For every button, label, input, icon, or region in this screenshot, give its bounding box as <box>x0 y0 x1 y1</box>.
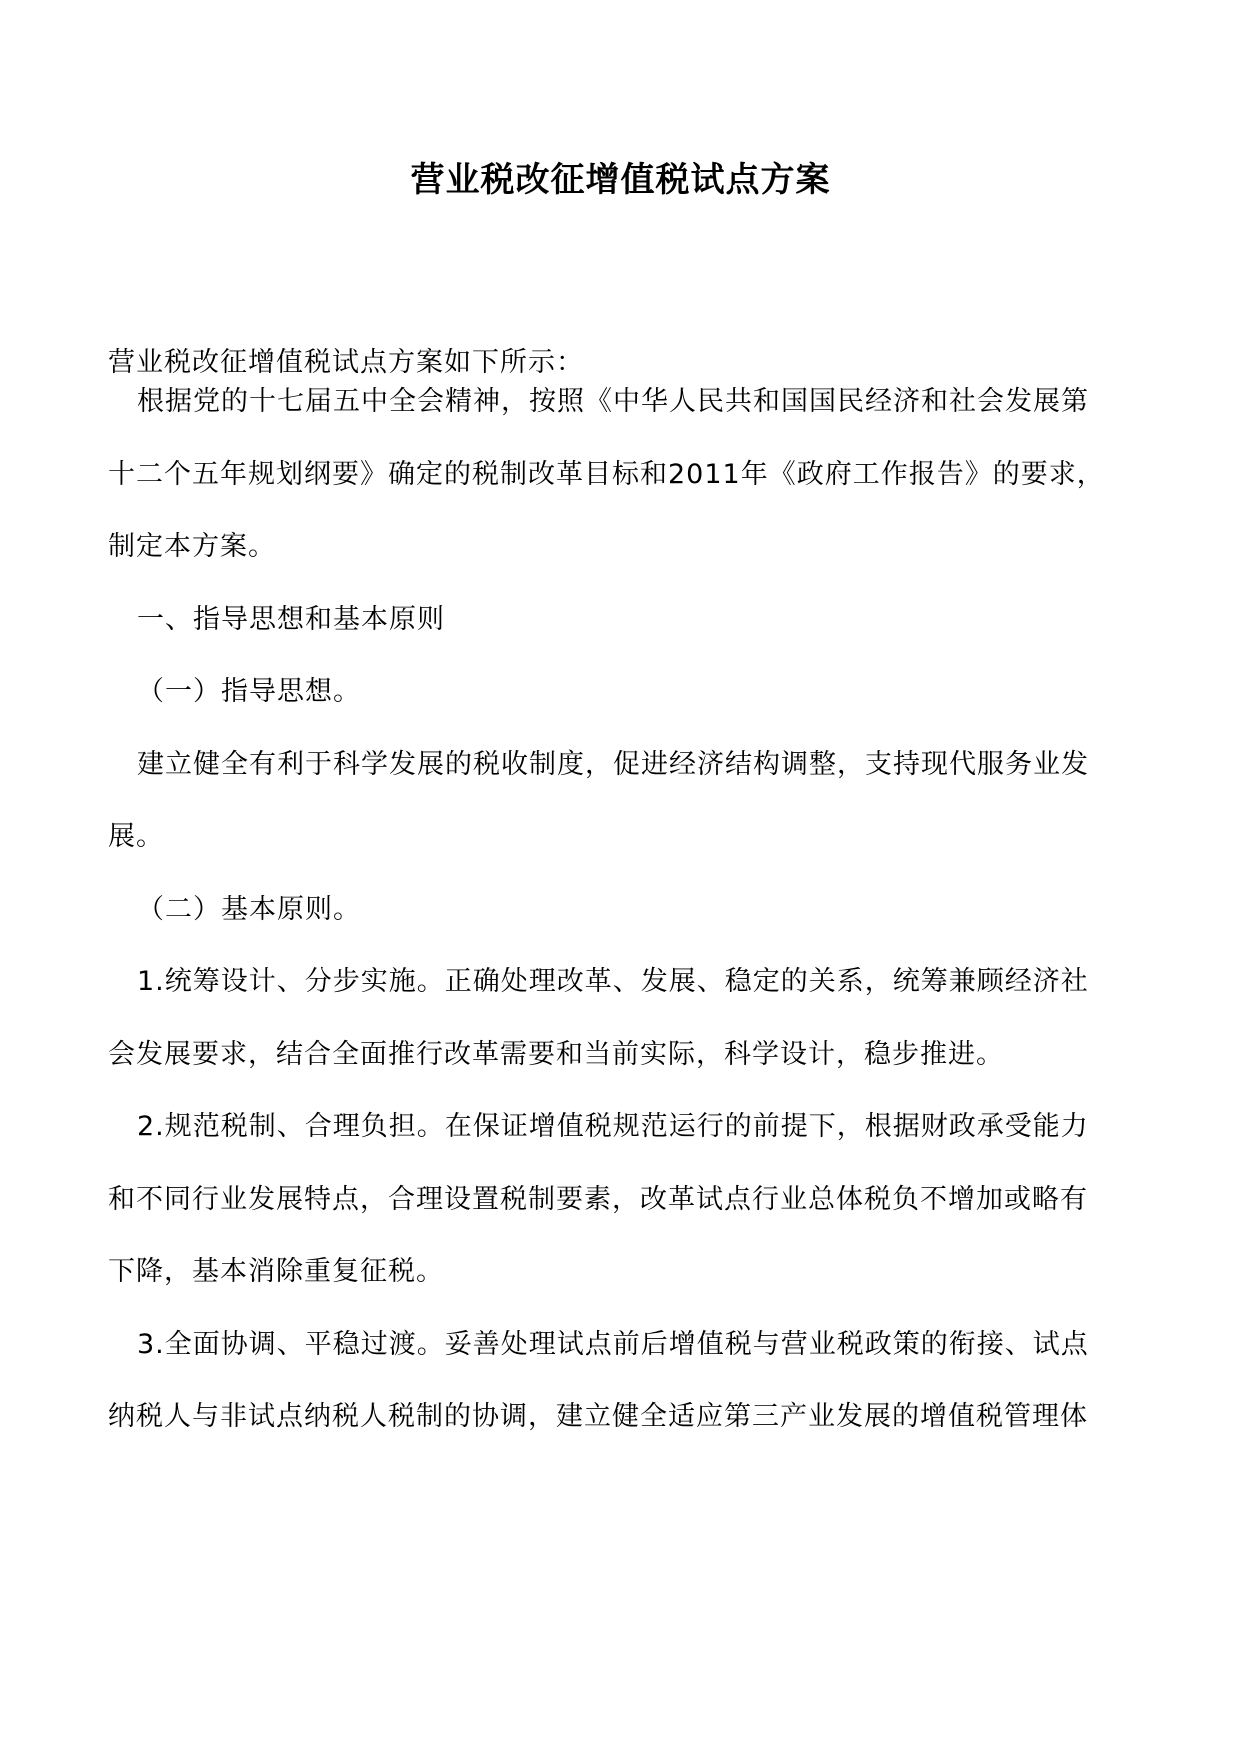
paragraph-line: 2.规范税制、合理负担。在保证增值税规范运行的前提下，根据财政承受能力 <box>137 1111 1089 1142</box>
paragraph-line: 建立健全有利于科学发展的税收制度，促进经济结构调整，支持现代服务业发 <box>137 749 1089 780</box>
paragraph-line: 根据党的十七届五中全会精神，按照《中华人民共和国国民经济和社会发展第 <box>137 386 1089 417</box>
paragraph-line: 下降，基本消除重复征税。 <box>108 1256 444 1287</box>
subsection-heading: （二）基本原则。 <box>137 894 361 925</box>
subsection-heading: （一）指导思想。 <box>137 676 361 707</box>
paragraph-intro: 营业税改征增值税试点方案如下所示： <box>108 347 584 378</box>
paragraph-line: 和不同行业发展特点，合理设置税制要素，改革试点行业总体税负不增加或略有 <box>108 1184 1088 1215</box>
paragraph-line: 1.统筹设计、分步实施。正确处理改革、发展、稳定的关系，统筹兼顾经济社 <box>137 966 1089 997</box>
paragraph-line: 展。 <box>108 821 164 852</box>
paragraph-line: 3.全面协调、平稳过渡。妥善处理试点前后增值税与营业税政策的衔接、试点 <box>137 1329 1089 1360</box>
document-title: 营业税改征增值税试点方案 <box>410 160 831 200</box>
section-heading: 一、指导思想和基本原则 <box>137 604 445 635</box>
paragraph-line: 纳税人与非试点纳税人税制的协调，建立健全适应第三产业发展的增值税管理体 <box>108 1401 1088 1432</box>
paragraph-line: 十二个五年规划纲要》确定的税制改革目标和2011年《政府工作报告》的要求， <box>108 459 1105 490</box>
paragraph-line: 会发展要求，结合全面推行改革需要和当前实际，科学设计，稳步推进。 <box>108 1039 1004 1070</box>
paragraph-line: 制定本方案。 <box>108 531 276 562</box>
